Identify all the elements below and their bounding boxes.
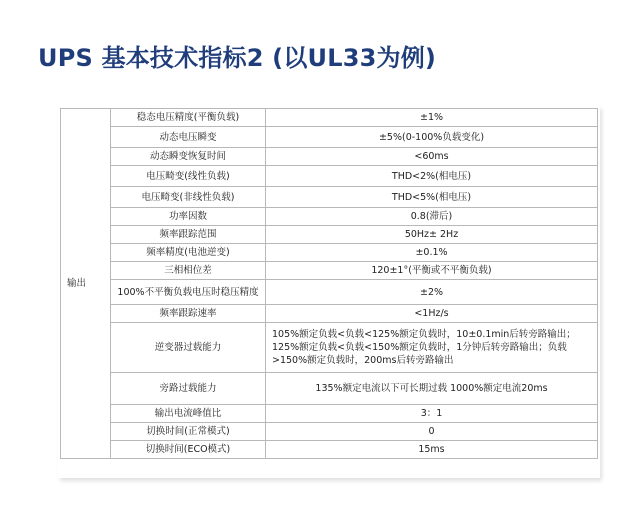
table-row bbox=[61, 405, 598, 423]
table-row bbox=[61, 323, 598, 373]
value-cell: 3：1 bbox=[266, 405, 598, 423]
value-cell: ±2% bbox=[266, 280, 598, 305]
param-cell: 稳态电压精度(平衡负载) bbox=[111, 109, 266, 127]
table-row bbox=[61, 441, 598, 459]
param-cell: 动态瞬变恢复时间 bbox=[111, 148, 266, 166]
param-cell: 电压畸变(线性负载) bbox=[111, 166, 266, 187]
param-cell: 功率因数 bbox=[111, 208, 266, 226]
group-label-output: 输出 bbox=[61, 109, 111, 459]
table-row bbox=[61, 127, 598, 148]
param-cell: 旁路过载能力 bbox=[111, 373, 266, 405]
param-cell: 切换时间(ECO模式) bbox=[111, 441, 266, 459]
table-row bbox=[61, 280, 598, 305]
table-row bbox=[61, 244, 598, 262]
table-row bbox=[61, 423, 598, 441]
value-cell: 135%额定电流以下可长期过载 1000%额定电流20ms bbox=[266, 373, 598, 405]
param-cell: 切换时间(正常模式) bbox=[111, 423, 266, 441]
spec-table bbox=[60, 108, 598, 459]
value-cell: 105%额定负载<负载<125%额定负载时，10±0.1min后转旁路输出；125%额定负载<负载<150%额定负载时，1分钟后转旁路输出；负载>150%额定负载时，200ms后转旁路输出 bbox=[266, 323, 598, 373]
spec-table-container bbox=[60, 108, 598, 459]
value-cell: THD<2%(相电压) bbox=[266, 166, 598, 187]
table-row bbox=[61, 109, 598, 127]
value-cell: 0 bbox=[266, 423, 598, 441]
table-row bbox=[61, 226, 598, 244]
param-cell: 频率跟踪速率 bbox=[111, 305, 266, 323]
table-row bbox=[61, 305, 598, 323]
param-cell: 100%不平衡负载电压时稳压精度 bbox=[111, 280, 266, 305]
table-row bbox=[61, 262, 598, 280]
value-cell: 0.8(滞后) bbox=[266, 208, 598, 226]
param-cell: 输出电流峰值比 bbox=[111, 405, 266, 423]
table-row bbox=[61, 187, 598, 208]
table-row bbox=[61, 208, 598, 226]
value-cell: 50Hz± 2Hz bbox=[266, 226, 598, 244]
table-row bbox=[61, 148, 598, 166]
param-cell: 动态电压瞬变 bbox=[111, 127, 266, 148]
param-cell: 频率跟踪范围 bbox=[111, 226, 266, 244]
value-cell: ±1% bbox=[266, 109, 598, 127]
table-row bbox=[61, 166, 598, 187]
value-cell: THD<5%(相电压) bbox=[266, 187, 598, 208]
value-cell: <1Hz/s bbox=[266, 305, 598, 323]
param-cell: 三相相位差 bbox=[111, 262, 266, 280]
param-cell: 逆变器过载能力 bbox=[111, 323, 266, 373]
table-row bbox=[61, 373, 598, 405]
value-cell: 15ms bbox=[266, 441, 598, 459]
value-cell: 120±1°(平衡或不平衡负载) bbox=[266, 262, 598, 280]
value-cell: ±0.1% bbox=[266, 244, 598, 262]
value-cell: <60ms bbox=[266, 148, 598, 166]
param-cell: 电压畸变(非线性负载) bbox=[111, 187, 266, 208]
page-title: UPS 基本技术指标2 (以UL33为例) bbox=[38, 44, 437, 72]
param-cell: 频率精度(电池逆变) bbox=[111, 244, 266, 262]
value-cell: ±5%(0-100%负载变化) bbox=[266, 127, 598, 148]
